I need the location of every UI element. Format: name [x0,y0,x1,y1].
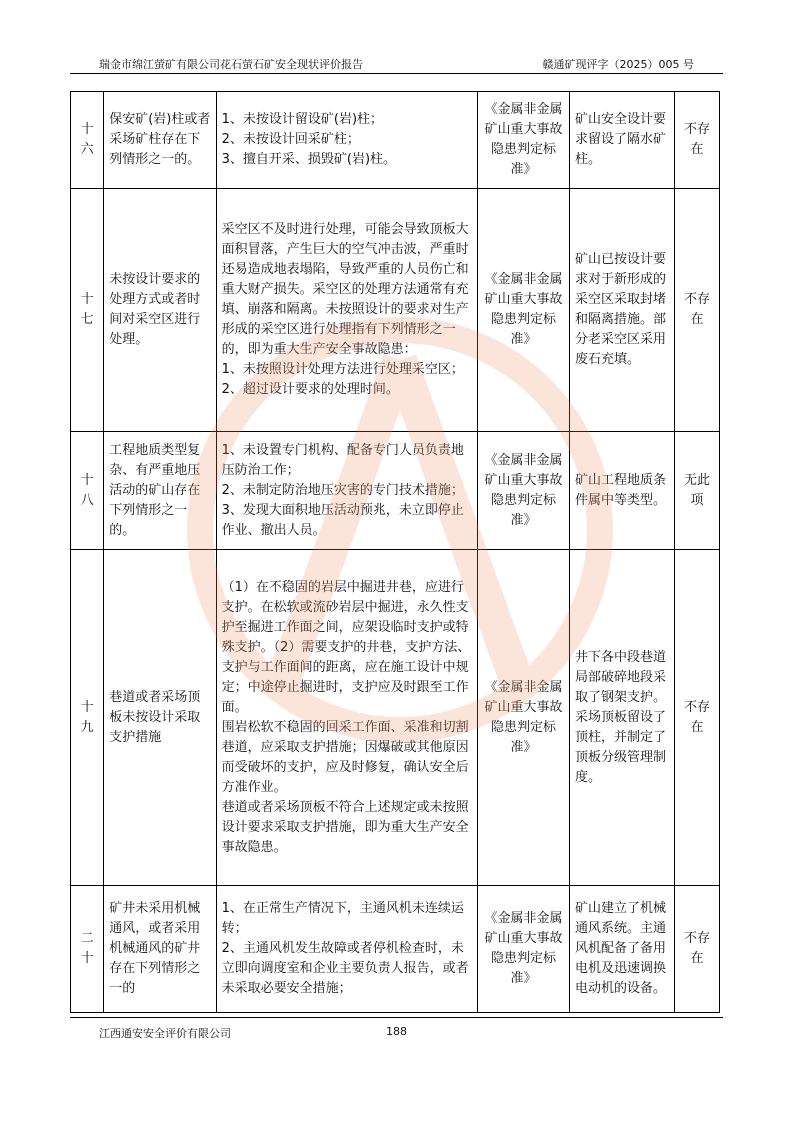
result-cell: 不存在 [674,189,719,432]
result-cell: 不存在 [674,550,719,886]
item-number: 十六 [71,92,104,189]
judgment-basis: 《金属非金属矿山重大事故隐患判定标准》 [477,432,569,550]
description-line: 2、主通风机发生故障或者停机检查时，未立即向调度室和企业主要负责人报告，或者未采取必要安全措施； [221,941,469,996]
description-line: 1、在正常生产情况下，主通风机未连续运转； [221,901,464,936]
hazard-description [216,550,477,886]
description-line: 1、未按照设计处理方法进行处理采空区； [221,362,464,377]
description-line: 2、超过设计要求的处理时间。 [221,382,399,397]
table-row [71,189,720,432]
header-divider [70,73,723,74]
judgment-basis: 《金属非金属矿山重大事故隐患判定标准》 [477,886,569,1013]
description-line: 采空区不及时进行处理，可能会导致顶板大面积冒落，产生巨大的空气冲击波，严重时还易造成地表塌陷，导致严重的人员伤亡和重大财产损失。采空区的处理方法通常有充填、崩落和隔离。未按照设计的要求对生产形成的采空区进行处理指有下列情形之一的，即为重大生产安全事故隐患： [221,222,469,357]
result-cell: 无此项 [674,432,719,550]
item-number: 十七 [71,189,104,432]
footer-divider [70,1017,723,1018]
description-line: 3、擅自开采、损毁矿(岩)柱。 [221,152,397,167]
hazard-item: 保安矿(岩)柱或者采场矿柱存在下列情形之一的。 [104,92,216,189]
document-number: 赣通矿现评字（2025）005 号 [542,58,694,71]
hazard-description [216,92,477,189]
hazard-item: 矿井未采用机械通风，或者采用机械通风的矿井存在下列情形之一的 [104,886,216,1013]
item-number: 十八 [71,432,104,550]
hazard-description [216,886,477,1013]
description-line: 围岩松软不稳固的回采工作面、采准和切割巷道，应采取支护措施；因爆破或其他原因而受破坏的支护，应及时修复，确认安全后方准作业。 [221,719,469,795]
item-number: 十九 [71,550,104,886]
hazard-description [216,432,477,550]
judgment-basis: 《金属非金属矿山重大事故隐患判定标准》 [477,550,569,886]
judgment-basis: 《金属非金属矿山重大事故隐患判定标准》 [477,92,569,189]
report-title: 瑞金市绵江萤矿有限公司花石萤石矿安全现状评价报告 [99,58,363,71]
hazard-assessment-table [70,91,720,1013]
description-line: （1）在不稳固的岩层中掘进井巷，应进行支护。在松软或流砂岩层中掘进，永久性支护至掘进工作面之间，应架设临时支护或特殊支护。（2）需要支护的井巷，支护方法、支护与工作面间的距离，应在施工设计中规定；中途停止掘进时，支护应及时跟至工作面。 [221,579,471,715]
table-row [71,886,720,1013]
hazard-item: 巷道或者采场顶板未按设计采取支护措施 [104,550,216,886]
result-cell: 不存在 [674,92,719,189]
actual-status: 井下各中段巷道局部破碎地段采取了钢架支护。采场顶板留设了顶柱，并制定了顶板分级管理制度。 [570,550,675,886]
description-line: 1、未设置专门机构、配备专门人员负责地压防治工作； [221,442,464,478]
table-body [71,92,720,1013]
description-line: 2、未制定防治地压灾害的专门技术措施； [221,482,464,498]
table-row [71,550,720,886]
actual-status: 矿山已按设计要求对于新形成的采空区采取封堵和隔离措施。部分老采空区采用废石充填。 [570,189,675,432]
hazard-item: 工程地质类型复杂、有严重地压活动的矿山存在下列情形之一的。 [104,432,216,550]
table-row [71,92,720,189]
description-line: 2、未按设计回采矿柱； [221,132,360,147]
footer-company: 江西通安安全评价有限公司 [99,1027,231,1040]
description-line: 巷道或者采场顶板不符合上述规定或未按照设计要求采取支护措施，即为重大生产安全事故隐患。 [221,799,469,855]
item-number: 二十 [71,886,104,1013]
hazard-item: 未按设计要求的处理方式或者时间对采空区进行处理。 [104,189,216,432]
hazard-description [216,189,477,432]
description-line: 3、发现大面积地压活动预兆，未立即停止作业、撤出人员。 [221,502,464,538]
actual-status: 矿山建立了机械通风系统。主通风机配备了备用电机及迅速调换电动机的设备。 [570,886,675,1013]
judgment-basis: 《金属非金属矿山重大事故隐患判定标准》 [477,189,569,432]
actual-status: 矿山安全设计要求留设了隔水矿柱。 [570,92,675,189]
description-line: 1、未按设计留设矿(岩)柱； [221,112,384,127]
actual-status: 矿山工程地质条件属中等类型。 [570,432,675,550]
page-number: 188 [386,1025,407,1038]
result-cell: 不存在 [674,886,719,1013]
table-row [71,432,720,550]
